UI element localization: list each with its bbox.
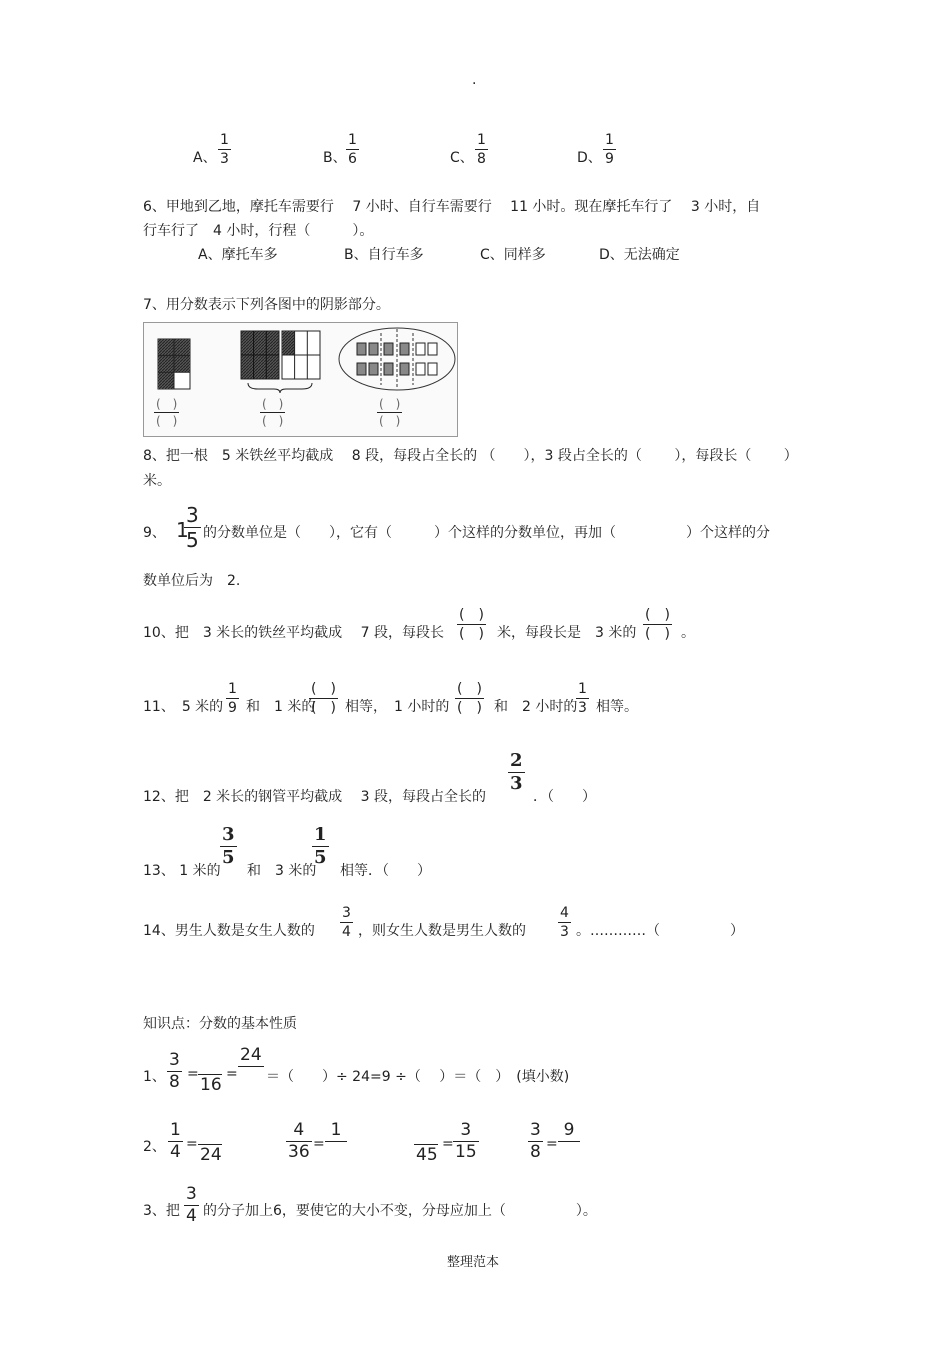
q9-text: 的分数单位是（ ），它有（ ）个这样的分数单位，再加（ ）个这样的分 (203, 525, 770, 541)
q14-prefix: 14、男生人数是女生人数的 (143, 923, 315, 939)
q11-prefix: 11、 5 米的 (143, 699, 224, 715)
q14-mid: ，则女生人数是男生人数的 (358, 923, 526, 939)
q11-text5: 相等。 (596, 699, 638, 715)
k2-b-fraction: $\frac{4}{36}$ (288, 1120, 310, 1162)
q9-fraction: $\frac{3}{5}$ (186, 503, 199, 552)
option-c-label: C、 (450, 150, 474, 166)
option-d-label: D、 (577, 150, 602, 166)
k2-d-eq: = (546, 1136, 558, 1152)
header-dot: . (472, 72, 477, 88)
q14-fraction-2: $\frac{4}{3}$ (560, 905, 569, 940)
option-c-fraction: $\frac{1}{8}$ (477, 132, 486, 167)
q7-answer-2[interactable]: ( ) ( ) (262, 397, 284, 428)
option-a-fraction: $\frac{1}{3}$ (220, 132, 229, 167)
q12-end: ．（ ） (533, 789, 596, 805)
k1-label: 1、 (143, 1069, 166, 1085)
q10-text1: 10、把 3 米长的铁丝平均截成 7 段，每段长 (143, 625, 444, 641)
k2-c-eq: = (442, 1136, 454, 1152)
option-b-fraction: $\frac{1}{6}$ (348, 132, 357, 167)
q6-option-b: B、自行车多 (344, 247, 424, 263)
k2-b-eq: = (313, 1136, 325, 1152)
figure-one (158, 339, 190, 389)
q10-blank-fraction-2[interactable]: ( ) ( ) (645, 607, 670, 642)
q10-text3: 。 (681, 625, 695, 641)
q9-line2: 数单位后为 2. (143, 573, 241, 589)
page-footer: 整理范本 (447, 1255, 500, 1270)
q6-option-a: A、摩托车多 (198, 247, 278, 263)
q11-text2: 和 1 米的 (246, 699, 316, 715)
q7-question: 7、用分数表示下列各图中的阴影部分。 (143, 297, 390, 313)
q7-figure (143, 322, 458, 437)
k1-fraction-1: $\frac{3}{8}$ (169, 1050, 180, 1092)
q11-blank-fraction-2[interactable]: ( ) ( ) (457, 681, 482, 716)
k3-fraction: $\frac{3}{4}$ (186, 1184, 197, 1226)
k3-label: 3、把 (143, 1203, 180, 1219)
q13-end: 相等．（ ） (340, 863, 431, 879)
k2-label: 2、 (143, 1139, 166, 1155)
shaded-figures (144, 323, 457, 436)
q11-fraction-2: $\frac{1}{3}$ (578, 681, 587, 716)
k1-rest: ＝（ ）÷ 24=9 ÷（ ）＝（ ） (填小数) (266, 1069, 570, 1085)
figure-two (241, 331, 320, 393)
k1-fraction-2[interactable]: 16 (198, 1056, 224, 1094)
q9-prefix: 9、 (143, 525, 166, 541)
q12-fraction: $\frac{2}{3}$ (510, 750, 523, 794)
q8-line1: 8、把一根 5 米铁丝平均截成 8 段，每段占全长的 （ ），3 段占全长的（ ），每段长（ ） (143, 448, 798, 464)
q12-text: 12、把 2 米长的钢管平均截成 3 段，每段占全长的 (143, 789, 486, 805)
q9-whole: 1 (176, 518, 189, 542)
option-b-label: B、 (323, 150, 347, 166)
q7-answer-3[interactable]: ( ) ( ) (379, 397, 401, 428)
q13-fraction-1: $\frac{3}{5}$ (222, 824, 235, 868)
q13-mid: 和 3 米的 (247, 863, 317, 879)
q11-text3: 相等， 1 小时的 (345, 699, 450, 715)
q11-fraction-1: $\frac{1}{9}$ (228, 681, 237, 716)
q6-line2: 行车行了 4 小时，行程（ ）。 (143, 223, 374, 239)
k2-a-fraction: $\frac{1}{4}$ (170, 1120, 181, 1162)
q8-line2: 米。 (143, 473, 171, 489)
q6-option-d: D、无法确定 (599, 247, 680, 263)
q6-option-c: C、同样多 (480, 247, 546, 263)
q11-blank-fraction-1[interactable]: ( ) ( ) (311, 681, 336, 716)
k2-c-fraction[interactable]: 45 (414, 1126, 440, 1164)
q11-text4: 和 2 小时的 (494, 699, 578, 715)
k2-a-eq: = (186, 1136, 198, 1152)
q13-fraction-2: $\frac{1}{5}$ (314, 824, 327, 868)
q10-text2: 米，每段长是 3 米的 (497, 625, 637, 641)
k2-d-answer[interactable]: 9 (558, 1122, 580, 1160)
k1-fraction-3[interactable]: 24 (240, 1045, 262, 1065)
option-d-fraction: $\frac{1}{9}$ (605, 132, 614, 167)
k1-eq-2: = (226, 1066, 238, 1082)
q14-fraction-1: $\frac{3}{4}$ (342, 905, 351, 940)
k1-eq-1: = (187, 1066, 199, 1082)
k2-d-fraction: $\frac{3}{8}$ (530, 1120, 541, 1162)
option-a-label: A、 (193, 150, 217, 166)
q10-blank-fraction-1[interactable]: ( ) ( ) (459, 607, 484, 642)
k3-text: 的分子加上6，要使它的大小不变，分母应加上（ ）。 (203, 1203, 597, 1219)
q13-prefix: 13、 1 米的 (143, 863, 221, 879)
k2-a-answer[interactable]: 24 (198, 1126, 224, 1164)
q14-end: 。…………（ ） (576, 923, 744, 939)
figure-three (339, 328, 455, 390)
k2-c-answer: $\frac{3}{15}$ (455, 1120, 477, 1162)
section-title: 知识点：分数的基本性质 (143, 1016, 297, 1032)
q7-answer-1[interactable]: ( ) ( ) (156, 397, 178, 428)
q6-line1: 6、甲地到乙地，摩托车需要行 7 小时、自行车需要行 11 小时。现在摩托车行了 3 小时，自 (143, 199, 761, 215)
k2-b-answer[interactable]: 1 (325, 1122, 347, 1160)
